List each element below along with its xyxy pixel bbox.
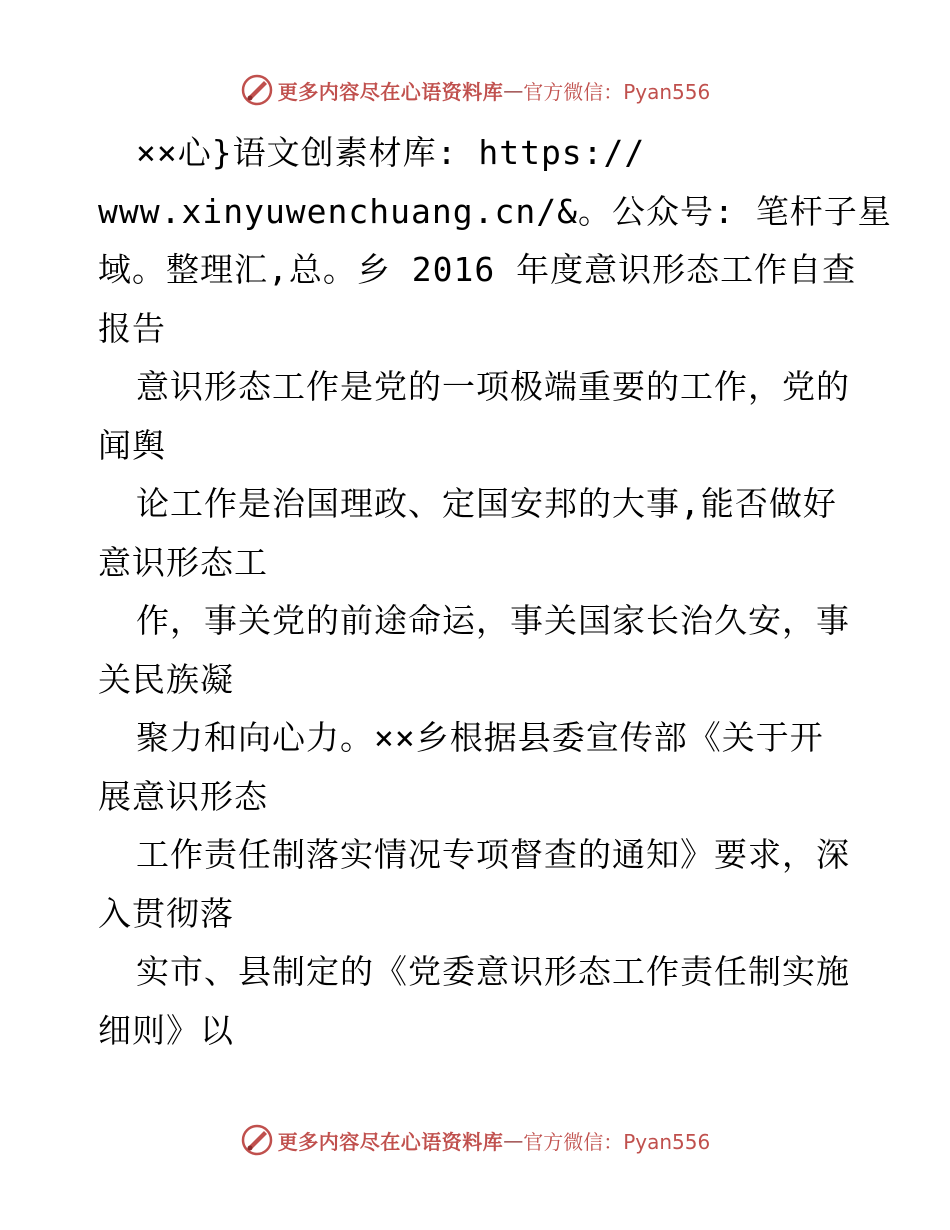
text-line: 实市、县制定的《党委意识形态工作责任制实施 — [136, 952, 850, 991]
text-line: 域。整理汇,总。乡 2016 年度意识形态工作自查 — [98, 250, 857, 289]
text-line: 闻舆 — [98, 425, 166, 465]
text-line: 聚力和向心力。××乡根据县委宣传部《关于开 — [136, 718, 824, 757]
text-line: 展意识形态 — [98, 776, 268, 816]
text-line: ××心}语文创素材库: https:// — [136, 133, 646, 172]
text-line: 意识形态工作是党的一项极端重要的工作，党的 — [136, 367, 850, 406]
header-banner — [0, 70, 950, 110]
pen-logo-icon — [240, 73, 274, 107]
banner-contact: 官方微信：Pyan556 — [523, 1129, 711, 1154]
banner-main-text: 更多内容尽在心语资料库 — [277, 1129, 504, 1154]
document-body — [98, 124, 892, 1060]
text-line: 报告 — [98, 308, 166, 348]
text-line: 工作责任制落实情况专项督查的通知》要求，深 — [136, 835, 850, 874]
text-line: 意识形态工 — [98, 542, 268, 582]
banner-separator: — — [503, 1128, 524, 1152]
text-line: www.xinyuwenchuang.cn/&。公众号: 笔杆子星 — [98, 191, 892, 231]
pen-logo-icon — [240, 1123, 274, 1157]
text-line: 关民族凝 — [98, 659, 234, 699]
banner-main-text: 更多内容尽在心语资料库 — [277, 79, 504, 104]
text-line: 入贯彻落 — [98, 893, 234, 933]
footer-banner — [0, 1120, 950, 1160]
text-line: 论工作是治国理政、定国安邦的大事,能否做好 — [136, 484, 837, 523]
banner-separator: — — [503, 78, 524, 102]
banner-contact: 官方微信：Pyan556 — [523, 79, 711, 104]
text-line: 作，事关党的前途命运，事关国家长治久安，事 — [136, 601, 850, 640]
text-line: 细则》以 — [98, 1010, 234, 1050]
